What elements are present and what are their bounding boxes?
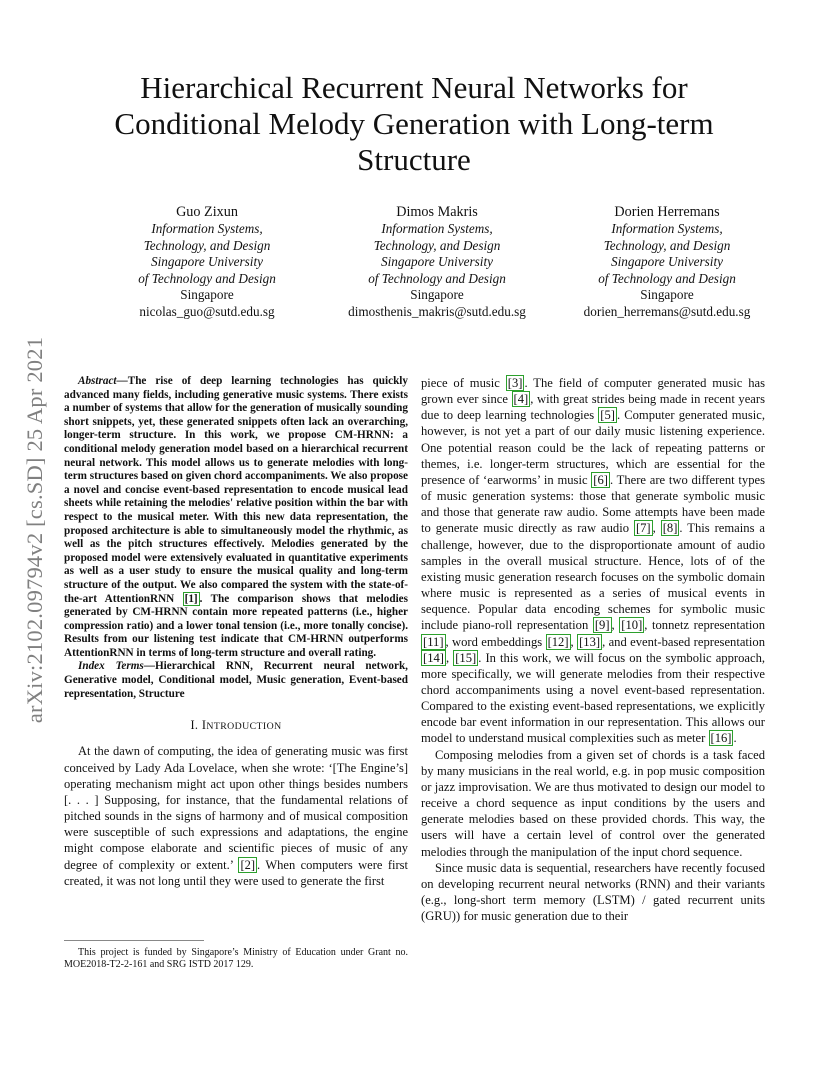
index-terms-label: Index Terms bbox=[78, 660, 144, 673]
author-entry bbox=[322, 203, 552, 321]
intro-text-end: . When computers were first created, it was not long until they were used to generate the first bbox=[64, 857, 408, 888]
citation-link[interactable]: [3] bbox=[507, 376, 523, 390]
abstract-text-end: . The comparison shows that melodies generated by CM-HRNN contain more repeated patterns (i.e., higher compression ratio) and a lower tonal tension (i.e., more tonally concise). Results from our listening test indicate that CM-HRNN outperforms AttentionRNN in terms of long-term structure and overall rating. bbox=[64, 592, 409, 659]
body-text: . There are two different types of music generation systems: those that generate symbolic music and those that generate raw audio. Some attempts have been made to generate music directly as raw audio bbox=[421, 472, 765, 536]
abstract-text: —The rise of deep learning technologies has quickly advanced many fields, including generative music systems. There exists a number of systems that allow for the generation of musically sounding short snippets, yet, these generated snippets often lack an overarching, longer-term structure. In this work, we propose CM-HRNN: a conditional melody generation model based on a hierarchical recurrent neural network. This model allows us to generate melodies with long-term structures based on given chord accompaniments. We also propose a novel and concise event-based representation to encode musical lead sheets while retaining the melodies' relative position within the bar with respect to the musical meter. With this new data representation, the proposed architecture is able to simultaneously model the rhythmic, as well as the pitch structures effectively. Melodies generated by the proposed model were extensively evaluated in quantitative experiments as well as a user study to ensure the musical quality and long-term structure of the output. We also compared the system with the state-of-the-art AttentionRNN bbox=[64, 375, 408, 605]
author-block bbox=[92, 203, 782, 321]
body-text: piece of music bbox=[421, 376, 506, 390]
body-text: , and event-based representation bbox=[602, 634, 766, 649]
chord-paragraph: Composing melodies from a given set of chords is a task faced by many musicians in the real world, e.g. in pop music composition or jazz improvisation. We are thus motivated to design our model to receive a chord sequence as input conditions by the users and generate melodies based on these provided chords. This way, the users will have a certain level of control over the generated melodies through the manipulation of the input chord sequence. bbox=[421, 747, 765, 859]
author-name: Guo Zixun bbox=[176, 204, 238, 220]
citation-link[interactable]: [11] bbox=[423, 634, 444, 649]
citation-link[interactable]: [4] bbox=[513, 392, 529, 407]
footnote: This project is funded by Singapore’s Ministry of Education under Grant no. MOE2018-T2-2-161 and SRG ISTD 2017 129. bbox=[64, 947, 408, 971]
body-text: , bbox=[570, 634, 578, 649]
body-text: . The field of computer generated music has grown ever since bbox=[421, 376, 765, 407]
author-affiliation: Technology, and Design bbox=[603, 237, 731, 253]
left-column bbox=[64, 375, 408, 889]
body-text: , with great strides being made in recent years due to deep learning technologies bbox=[421, 392, 765, 423]
author-affiliation: Singapore University bbox=[151, 254, 263, 270]
citation-link[interactable]: [2] bbox=[240, 857, 256, 872]
citation-link[interactable]: [6] bbox=[593, 472, 608, 487]
arxiv-stamp bbox=[22, 290, 52, 770]
author-affiliation: Information Systems, bbox=[151, 221, 263, 236]
citation-link[interactable]: [8] bbox=[662, 521, 678, 536]
intro-text: At the dawn of computing, the idea of generating music was first conceived by Lady Ada Lovelace, when she wrote: ‘[The Engine’s] operating mechanism might act upon other things besides numbers [. . . ] Supposing, for instance, that the fundamental relations of pitched sounds in the signs of harmony and of musical composition were susceptible of such expressions and adaptations, the engine might compose elaborate and scientific pieces of music of any degree of complexity or extent.’ bbox=[64, 744, 408, 872]
citation-link[interactable]: [13] bbox=[579, 634, 601, 649]
body-text: . bbox=[733, 731, 737, 746]
intro-continued-paragraph bbox=[421, 375, 765, 747]
citation-link[interactable]: [12] bbox=[547, 634, 569, 649]
author-affiliation: Technology, and Design bbox=[143, 237, 271, 253]
section-number: I. bbox=[190, 718, 202, 733]
author-affiliation: Technology, and Design bbox=[373, 237, 501, 253]
author-location: Singapore bbox=[180, 287, 234, 303]
body-text: , bbox=[445, 650, 454, 665]
paper-title: Hierarchical Recurrent Neural Networks for Conditional Melody Generation with Long-term Structure bbox=[114, 70, 714, 177]
body-text: , word embeddings bbox=[445, 634, 546, 649]
rnn-paragraph: Since music data is sequential, researchers have recently focused on developing recurrent neural networks (RNN) and their variants (e.g., long-short term memory (LSTM) / gated recurrent units (GRU)) for music generation due to their bbox=[421, 860, 765, 924]
author-email: dorien_herremans@sutd.edu.sg bbox=[583, 303, 751, 319]
author-name: Dorien Herremans bbox=[614, 204, 720, 220]
author-entry bbox=[552, 203, 782, 321]
author-affiliation: of Technology and Design bbox=[598, 270, 736, 286]
index-terms bbox=[64, 660, 408, 701]
body-text: , tonnetz representation bbox=[644, 618, 765, 633]
author-name: Dimos Makris bbox=[396, 204, 478, 220]
author-email: nicolas_guo@sutd.edu.sg bbox=[139, 303, 275, 319]
footnote-rule bbox=[64, 940, 204, 941]
author-entry bbox=[92, 203, 322, 321]
section-title-rest: NTRODUCTION bbox=[206, 721, 282, 733]
citation-link[interactable]: [16] bbox=[710, 731, 732, 746]
citation-link[interactable]: [10] bbox=[621, 618, 643, 633]
author-email: dimosthenis_makris@sutd.edu.sg bbox=[348, 303, 526, 319]
body-text: . This remains a challenge, however, due to the disproportionate amount of audio samples in the overall musical structure. Hence, lots of of the existing music generation research focuses on the symbolic domain where music is represented as a series of musical events in sequence. Popular data encoding schemes for symbolic music include piano-roll representation bbox=[421, 521, 765, 633]
section-heading bbox=[64, 717, 408, 735]
author-affiliation: of Technology and Design bbox=[138, 270, 276, 286]
author-affiliation: of Technology and Design bbox=[368, 270, 506, 286]
citation-link[interactable]: [15] bbox=[455, 650, 477, 665]
author-location: Singapore bbox=[410, 287, 464, 303]
citation-link[interactable]: [1] bbox=[184, 592, 198, 605]
citation-link[interactable]: [5] bbox=[600, 408, 615, 423]
body-text: , bbox=[652, 521, 661, 536]
arxiv-stamp-text: arXiv:2102.09794v2 [cs.SD] 25 Apr 2021 bbox=[22, 336, 47, 724]
citation-link[interactable]: [9] bbox=[594, 618, 610, 633]
intro-paragraph bbox=[64, 743, 408, 888]
citation-link[interactable]: [14] bbox=[423, 650, 444, 665]
abstract bbox=[64, 375, 408, 660]
section-title-first: I bbox=[201, 718, 207, 733]
body-text: . In this work, we will focus on the symbolic approach, more specifically, we will generate melodies from their respective chord accompaniments using a novel event-based representation. Compared to the existing event-based representations, we explicitly encode bar event information in our representation. This allows our model to understand musical complexities such as meter bbox=[421, 650, 766, 746]
body-text: . Computer generated music, however, is not yet a part of our daily music listening experience. One potential reason could be the lack of repeating patterns or themes, i.e. longer-term structures, which are essential for the presence of ‘earworms’ in music bbox=[421, 408, 765, 487]
citation-link[interactable]: [7] bbox=[635, 521, 651, 536]
body-text: , bbox=[611, 618, 620, 633]
abstract-label: Abstract bbox=[78, 375, 117, 387]
index-terms-text: —Hierarchical RNN, Recurrent neural network, Generative model, Conditional model, Music generation, Event-based representation, Structure bbox=[64, 660, 408, 700]
author-affiliation: Singapore University bbox=[381, 254, 493, 270]
right-column bbox=[421, 375, 765, 924]
author-affiliation: Singapore University bbox=[611, 254, 723, 270]
author-location: Singapore bbox=[640, 287, 694, 303]
author-affiliation: Information Systems, bbox=[381, 221, 493, 236]
author-affiliation: Information Systems, bbox=[611, 221, 723, 236]
